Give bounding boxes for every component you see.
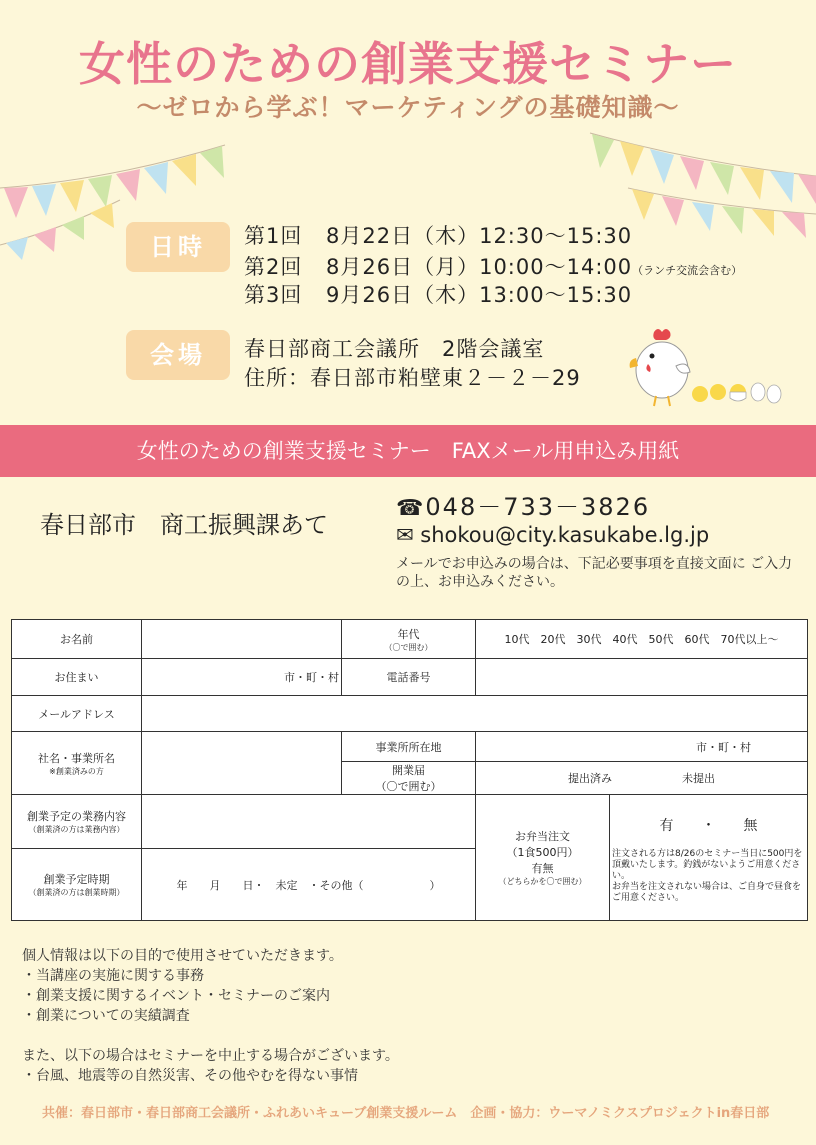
fax-icon: ☎ <box>396 496 426 521</box>
email-address <box>396 523 709 547</box>
privacy-line: ・創業支援に関するイベント・セミナーのご案内 <box>22 988 330 1004</box>
opening-label-note: （〇で囲む） <box>375 780 442 793</box>
name-label: お名前 <box>12 620 142 659</box>
lunch-choice[interactable]: 有 ・ 無 <box>659 818 758 834</box>
privacy-line: ・台風、地震等の自然災害、その他やむを得ない事情 <box>22 1068 358 1084</box>
lunch-cell <box>610 795 808 921</box>
venue-address: 住所：春日部市粕壁東２－２－29 <box>244 366 581 390</box>
opening-options[interactable] <box>476 762 808 795</box>
fax-number <box>396 487 650 522</box>
age-label <box>342 620 476 659</box>
company-label-text: 社名・事業所名 <box>38 751 115 765</box>
address-input[interactable] <box>142 659 342 696</box>
age-options[interactable]: 10代 20代 30代 40代 50代 60代 70代以上～ <box>476 620 808 659</box>
office-city-suffix: 市・町・村 <box>696 740 752 754</box>
timing-options[interactable]: 年 月 日・ 未定 ・その他（ ） <box>142 849 476 921</box>
lunch-label <box>476 795 610 921</box>
age-label-text: 年代 <box>397 627 420 641</box>
age-label-note: （〇で囲む） <box>384 642 433 652</box>
chicken-illustration <box>628 326 788 410</box>
schedule-item-1 <box>244 220 632 250</box>
schedule-num: 第1回 <box>244 224 303 248</box>
fax-value: 048－733－3826 <box>425 493 651 521</box>
destination: 春日部市 商工振興課あて <box>40 511 328 539</box>
privacy-line <box>22 1026 399 1046</box>
schedule-when: 8月22日（木）12:30～15:30 <box>326 224 633 248</box>
venue-label: 会場 <box>126 330 230 380</box>
business-content-label <box>12 795 142 849</box>
company-label-note: ※創業済みの方 <box>49 766 104 776</box>
timing-label-note: （創業済の方は創業時期） <box>28 888 125 897</box>
envelope-icon: ✉ <box>396 523 414 547</box>
privacy-line: また、以下の場合はセミナーを中止する場合がございます。 <box>22 1048 399 1064</box>
phone-input[interactable] <box>476 659 808 696</box>
privacy-line: ・当講座の実施に関する事務 <box>22 968 204 984</box>
email-note: メールでお申込みの場合は、下記必要事項を直接文面に ご入力の上、お申込みください。 <box>396 556 793 590</box>
lunch-price: （1食500円） <box>506 846 579 859</box>
opening-label <box>342 762 476 795</box>
lunch-label-text: お弁当注文 <box>515 830 570 843</box>
timing-label <box>12 849 142 921</box>
business-content-label-note: （創業済の方は業務内容） <box>28 825 125 834</box>
phone-label: 電話番号 <box>342 659 476 696</box>
email-input[interactable] <box>142 696 808 732</box>
address-city-suffix: 市・町・村 <box>284 671 339 684</box>
opening-submitted[interactable]: 提出済み <box>568 772 612 785</box>
application-form <box>11 619 808 921</box>
name-input[interactable] <box>142 620 342 659</box>
datetime-label: 日時 <box>126 222 230 272</box>
venue-name: 春日部商工会議所 2階会議室 <box>244 337 545 361</box>
office-location-label: 事業所所在地 <box>342 732 476 762</box>
email-label: メールアドレス <box>12 696 142 732</box>
footer-credits: 共催：春日部市・春日部商工会議所・ふれあいキューブ創業支援ルーム 企画・協力：ウーマノミクスプロジェクトin春日部 <box>42 1106 770 1121</box>
privacy-line: ・創業についての実績調査 <box>22 1008 190 1024</box>
schedule-item-3 <box>244 279 632 309</box>
address-label: お住まい <box>12 659 142 696</box>
company-input[interactable] <box>142 732 342 795</box>
privacy-line: 個人情報は以下の目的で使用させていただきます。 <box>22 948 343 964</box>
schedule-num: 第3回 <box>244 283 303 307</box>
lunch-notice-2: お弁当を注文されない場合は、ご自身で昼食をご用意ください。 <box>612 882 802 903</box>
opening-label-text: 開業届 <box>392 764 425 777</box>
page-title: 女性のための創業支援セミナー <box>79 37 737 91</box>
schedule-when: 8月26日（月）10:00～14:00 <box>326 255 633 279</box>
email-value: shokou@city.kasukabe.lg.jp <box>420 523 710 547</box>
schedule-item-2 <box>244 251 742 281</box>
business-content-label-text: 創業予定の業務内容 <box>27 810 126 823</box>
opening-not-submitted[interactable]: 未提出 <box>682 772 715 785</box>
office-location-input[interactable] <box>476 732 808 762</box>
business-content-input[interactable] <box>142 795 476 849</box>
page-subtitle: ～ゼロから学ぶ！マーケティングの基礎知識～ <box>136 93 680 122</box>
schedule-num: 第2回 <box>244 255 303 279</box>
lunch-note: （どちらかを〇で囲む） <box>498 877 587 886</box>
lunch-notice-1: 注文される方は8/26のセミナー当日に500円を頂戴いたします。釣銭がないようご用意ください。 <box>612 849 803 881</box>
lunch-yesno: 有無 <box>531 862 554 875</box>
privacy-notice <box>22 946 399 1086</box>
schedule-when: 9月26日（木）13:00～15:30 <box>326 283 633 307</box>
schedule-note: （ランチ交流会含む） <box>632 264 743 277</box>
timing-label-text: 創業予定時期 <box>43 873 110 886</box>
form-banner: 女性のための創業支援セミナー FAXメール用申込み用紙 <box>0 425 816 477</box>
company-label <box>12 732 142 795</box>
